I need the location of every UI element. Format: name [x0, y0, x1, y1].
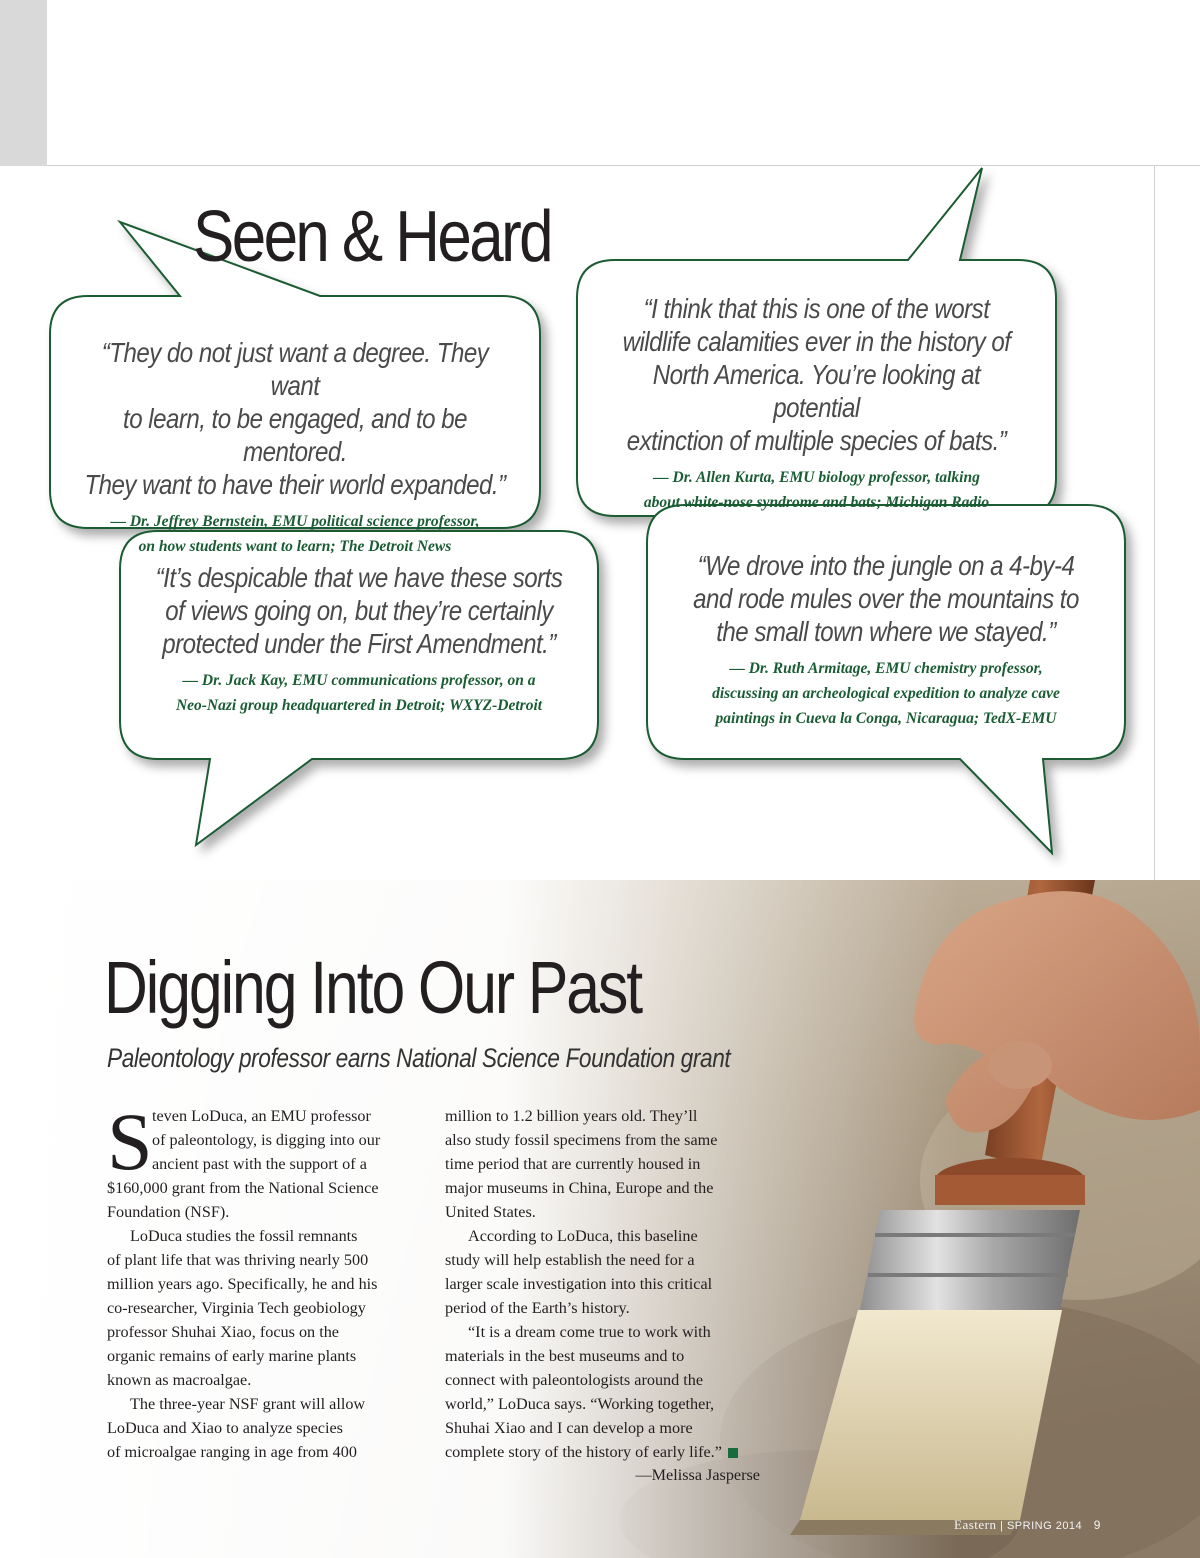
- article-column-1: [107, 1096, 417, 1464]
- text-line: Shuhai Xiao and I can develop a more: [445, 1419, 693, 1437]
- quote-text: [84, 336, 505, 501]
- attribution-line: paintings in Cueva la Conga, Nicaragua; TedX-EMU: [715, 710, 1057, 727]
- text-line: major museums in China, Europe and the: [445, 1179, 714, 1197]
- end-of-story-icon: [728, 1448, 738, 1458]
- publication-name: Eastern: [954, 1517, 997, 1532]
- text-line: According to LoDuca, this baseline: [468, 1227, 698, 1245]
- page-footer: [954, 1517, 1101, 1533]
- quote-text: [153, 561, 564, 660]
- quote-attribution: [120, 668, 598, 718]
- attribution-line: on how students want to learn; The Detroit News: [138, 538, 452, 555]
- text-line: study will help establish the need for a: [445, 1251, 695, 1269]
- text-line: co-researcher, Virginia Tech geobiology: [107, 1299, 366, 1317]
- text-line: of paleontology, is digging into our: [152, 1131, 381, 1149]
- text-line: also study fossil specimens from the same: [445, 1131, 718, 1149]
- text-line: Foundation (NSF).: [107, 1203, 230, 1221]
- quote-text: [611, 292, 1023, 457]
- text-line: known as macroalgae.: [107, 1371, 252, 1389]
- quote-line: “We drove into the jungle on a 4-by-4: [697, 550, 1075, 581]
- quote-line: They want to have their world expanded.”: [84, 469, 506, 500]
- quote-line: North America. You’re looking at potential: [652, 359, 981, 423]
- text-line: ancient past with the support of a: [152, 1155, 367, 1173]
- byline: —Melissa Jasperse: [635, 1466, 760, 1484]
- section-title: Seen & Heard: [193, 197, 552, 277]
- quote-line: “They do not just want a degree. They want: [101, 337, 489, 401]
- article-column-2: [445, 1104, 765, 1464]
- text-line: The three-year NSF grant will allow: [130, 1395, 366, 1413]
- attribution-line: about white-nose syndrome and bats; Michigan Radio: [643, 494, 990, 511]
- text-line: organic remains of early marine plants: [107, 1347, 357, 1365]
- text-line: larger scale investigation into this critical: [445, 1275, 713, 1293]
- text-line: teven LoDuca, an EMU professor: [152, 1107, 371, 1125]
- quote-kay: [120, 561, 598, 718]
- text-line: professor Shuhai Xiao, focus on the: [107, 1323, 339, 1341]
- text-line: [445, 1440, 765, 1464]
- quote-line: the small town where we stayed.”: [716, 616, 1056, 647]
- issue-label: SPRING 2014: [1006, 1520, 1083, 1532]
- quote-bernstein: [50, 336, 540, 559]
- text-line: million years ago. Specifically, he and his: [107, 1275, 378, 1293]
- article-title: Digging Into Our Past: [104, 946, 642, 1029]
- text-line: United States.: [445, 1203, 536, 1221]
- quote-line: protected under the First Amendment.”: [162, 628, 556, 659]
- footer-separator: |: [1000, 1520, 1004, 1532]
- text-line: $160,000 grant from the National Science: [107, 1179, 379, 1197]
- quote-line: extinction of multiple species of bats.”: [626, 425, 1007, 456]
- text-line: “It is a dream come true to work with: [468, 1323, 711, 1341]
- attribution-line: Neo-Nazi group headquartered in Detroit; WXYZ-Detroit: [175, 697, 543, 714]
- quote-line: wildlife calamities ever in the history of: [622, 326, 1011, 357]
- text-line: time period that are currently housed in: [445, 1155, 701, 1173]
- quote-line: to learn, to be engaged, and to be mentored.: [123, 403, 467, 467]
- drop-cap: S: [107, 1096, 153, 1187]
- text-line: materials in the best museums and to: [445, 1347, 685, 1365]
- text-line: of plant life that was thriving nearly 500: [107, 1251, 369, 1269]
- quote-line: “I think that this is one of the worst: [643, 293, 990, 324]
- text-line: LoDuca studies the fossil remnants: [130, 1227, 358, 1245]
- text-line: connect with paleontologists around the: [445, 1371, 704, 1389]
- attribution-line: — Dr. Jeffrey Bernstein, EMU political science professor,: [110, 513, 480, 530]
- quote-attribution: [50, 509, 540, 559]
- quote-attribution: [647, 656, 1125, 731]
- quote-attribution: [577, 465, 1056, 515]
- attribution-line: — Dr. Allen Kurta, EMU biology professor, talking: [653, 469, 980, 486]
- text-line-content: complete story of the history of early life.”: [445, 1443, 722, 1461]
- attribution-line: discussing an archeological expedition to analyze cave: [712, 685, 1060, 702]
- quote-armitage: [647, 549, 1125, 731]
- text-line: LoDuca and Xiao to analyze species: [107, 1419, 343, 1437]
- page-number: 9: [1093, 1518, 1101, 1532]
- text-line: of microalgae ranging in age from 400: [107, 1443, 357, 1461]
- text-line: million to 1.2 billion years old. They’ll: [445, 1107, 698, 1125]
- attribution-line: — Dr. Jack Kay, EMU communications professor, on a: [182, 672, 536, 689]
- quote-text: [680, 549, 1091, 648]
- quote-line: of views going on, but they’re certainly: [165, 595, 553, 626]
- text-line: period of the Earth’s history.: [445, 1299, 630, 1317]
- article-subtitle: Paleontology professor earns National Science Foundation grant: [107, 1043, 731, 1073]
- quote-line: “It’s despicable that we have these sorts: [155, 562, 563, 593]
- quote-kurta: [577, 292, 1056, 515]
- quote-line: and rode mules over the mountains to: [693, 583, 1079, 614]
- attribution-line: — Dr. Ruth Armitage, EMU chemistry professor,: [729, 660, 1043, 677]
- text-line: world,” LoDuca says. “Working together,: [445, 1395, 715, 1413]
